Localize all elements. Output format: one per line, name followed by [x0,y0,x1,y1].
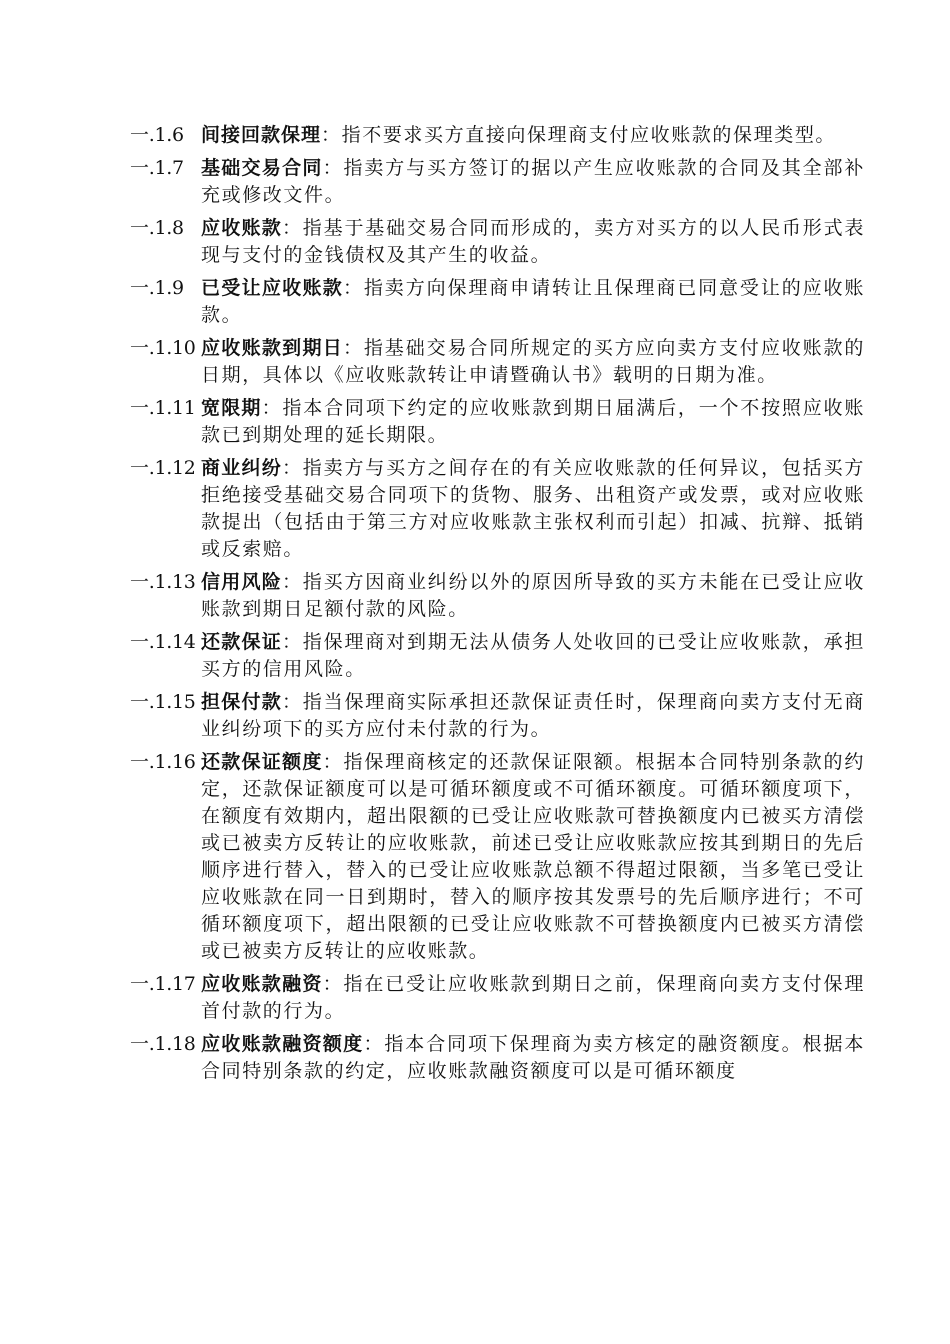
clause-body [201,629,865,683]
term-separator: ： [322,751,344,773]
clause-number: 一.1.11 [130,397,196,419]
term-separator: ： [281,571,303,593]
definition-text: 指买方因商业纠纷以外的原因所导致的买方未能在已受让应收账款到期日足额付款的风险。 [201,571,865,620]
clause-1-1-12 [130,455,865,563]
clause-body [201,335,865,389]
clause-number: 一.1.17 [130,973,196,995]
clause-body [201,122,865,149]
clause-1-1-15 [130,689,865,743]
definition-text: 指不要求买方直接向保理商支付应收账款的保理类型。 [341,124,837,146]
term-separator: ： [322,157,344,179]
defined-term: 间接回款保理 [201,124,322,146]
clause-number: 一.1.9 [130,277,184,299]
clause-number: 一.1.18 [130,1033,196,1055]
definition-text: 指保理商对到期无法从债务人处收回的已受让应收账款，承担买方的信用风险。 [201,631,865,680]
term-separator: ： [261,397,283,419]
definition-text: 指本合同项下保理商为卖方核定的融资额度。根据本合同特别条款的约定，应收账款融资额度可以是可循环额度 [201,1033,865,1082]
definition-text: 指卖方与买方之间存在的有关应收账款的任何异议，包括买方拒绝接受基础交易合同项下的货物、服务、出租资产或发票，或对应收账款提出（包括由于第三方对应收账款主张权利而引起）扣减、抗辩、抵销或反索赔。 [201,457,865,560]
definition-text: 指基于基础交易合同而形成的，卖方对买方的以人民币形式表现与支付的金钱债权及其产生的收益。 [201,217,865,266]
clause-1-1-18 [130,1031,865,1085]
clause-number: 一.1.8 [130,217,184,239]
term-separator: ： [281,631,303,653]
clause-body [201,749,865,965]
defined-term: 基础交易合同 [201,157,323,179]
term-separator: ： [343,277,364,299]
clause-1-1-8 [130,215,865,269]
clause-number: 一.1.16 [130,751,196,773]
defined-term: 还款保证 [201,631,282,653]
defined-term: 商业纠纷 [201,457,282,479]
definition-text: 指保理商核定的还款保证限额。根据本合同特别条款的约定，还款保证额度可以是可循环额度或不可循环额度。可循环额度项下，在额度有效期内，超出限额的已受让应收账款可替换额度内已被买方清偿或已被卖方反转让的应收账款，前述已受让应收账款应按其到期日的先后顺序进行替入，替入的已受让应收账款总额不得超过限额，当多笔已受让应收账款在同一日到期时，替入的顺序按其发票号的先后顺序进行；不可循环额度项下，超出限额的已受让应收账款不可替换额度内已被买方清偿或已被卖方反转让的应收账款。 [201,751,865,962]
clause-number: 一.1.15 [130,691,196,713]
term-separator: ： [321,124,342,146]
clause-body [201,971,865,1025]
clause-1-1-17 [130,971,865,1025]
defined-term: 应收账款 [201,217,282,239]
clause-number: 一.1.10 [130,337,196,359]
clause-1-1-11 [130,395,865,449]
definition-text: 指本合同项下约定的应收账款到期日届满后，一个不按照应收账款已到期处理的延长期限。 [201,397,865,446]
clause-1-1-13 [130,569,865,623]
clause-number: 一.1.6 [130,124,184,146]
term-separator: ： [281,691,303,713]
defined-term: 应收账款到期日 [201,337,344,359]
defined-term: 宽限期 [201,397,262,419]
clause-body [201,569,865,623]
clause-1-1-6 [130,122,865,149]
definition-text: 指卖方与买方签订的据以产生应收账款的合同及其全部补充或修改文件。 [201,157,865,206]
term-separator: ： [363,1033,385,1055]
term-separator: ： [281,457,303,479]
defined-term: 担保付款 [201,691,282,713]
clause-number: 一.1.13 [130,571,196,593]
term-separator: ： [322,973,344,995]
term-separator: ： [343,337,364,359]
clause-body [201,275,865,329]
clause-number: 一.1.14 [130,631,196,653]
clause-body [201,689,865,743]
clause-1-1-14 [130,629,865,683]
clause-body [201,215,865,269]
definition-text: 指在已受让应收账款到期日之前，保理商向卖方支付保理首付款的行为。 [201,973,865,1022]
clause-number: 一.1.12 [130,457,196,479]
clause-1-1-7 [130,155,865,209]
definition-list [130,122,865,1091]
definition-text: 指当保理商实际承担还款保证责任时，保理商向卖方支付无商业纠纷项下的买方应付未付款的行为。 [201,691,865,740]
clause-body [201,395,865,449]
defined-term: 应收账款融资 [201,973,323,995]
clause-1-1-10 [130,335,865,389]
defined-term: 信用风险 [201,571,282,593]
definition-text: 指基础交易合同所规定的买方应向卖方支付应收账款的日期，具体以《应收账款转让申请暨确认书》载明的日期为准。 [201,337,865,386]
definition-text: 指卖方向保理商申请转让且保理商已同意受让的应收账款。 [201,277,865,326]
defined-term: 还款保证额度 [201,751,323,773]
clause-body [201,455,865,563]
clause-number: 一.1.7 [130,157,184,179]
clause-1-1-16 [130,749,865,965]
clause-body [201,1031,865,1085]
defined-term: 应收账款融资额度 [201,1033,364,1055]
defined-term: 已受让应收账款 [201,277,344,299]
clause-1-1-9 [130,275,865,329]
clause-body [201,155,865,209]
term-separator: ： [281,217,303,239]
